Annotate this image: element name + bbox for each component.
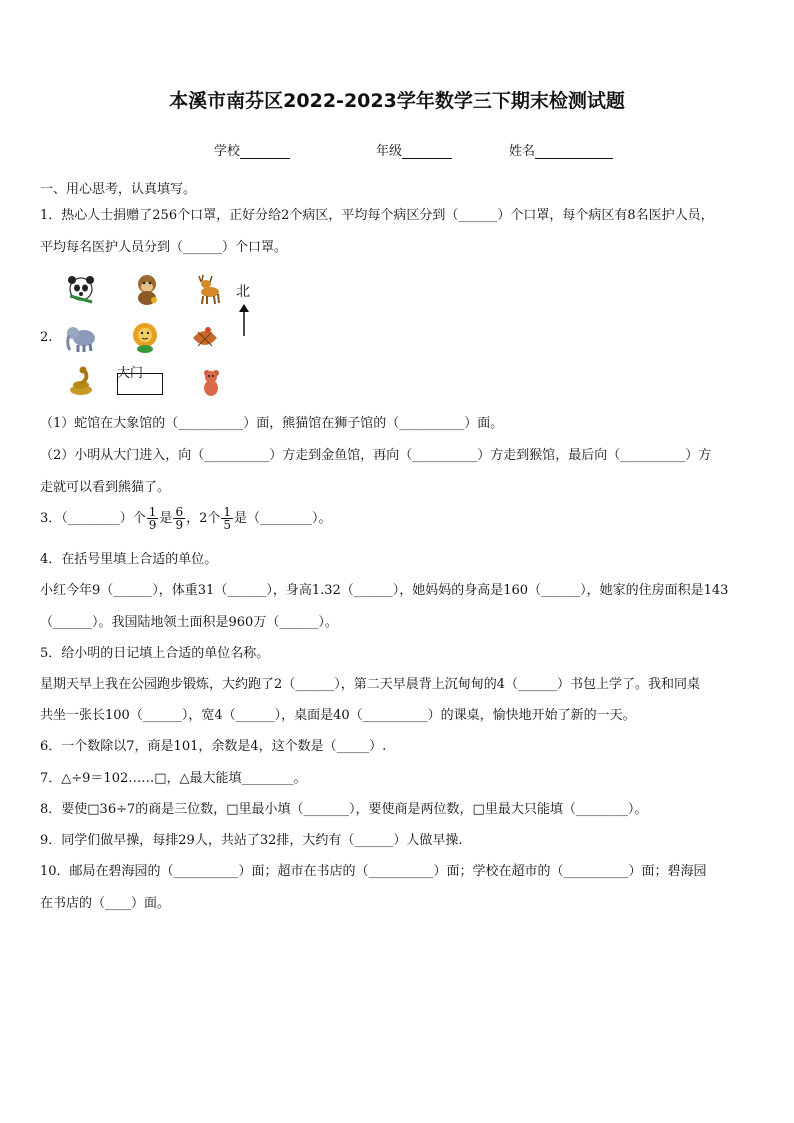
grade-blank[interactable] <box>402 144 452 159</box>
deer-icon <box>190 272 224 306</box>
name-field <box>509 140 613 159</box>
section-heading: 一、用心思考，认真填写。 <box>40 182 197 197</box>
question-5-line-1: 星期天早上我在公园跑步锻炼，大约跑了2（______），第二天早晨背上沉甸甸的4（______）书包上学了。我和同桌 <box>40 677 701 692</box>
panda-icon <box>64 272 98 306</box>
question-10-line-2: 在书店的（____）面。 <box>40 896 171 911</box>
question-7: 7．△÷9＝102……□，△最大能填________。 <box>40 771 307 786</box>
question-2-number: 2. <box>40 330 53 345</box>
fraction-numerator: 1 <box>223 505 231 519</box>
fraction-denominator: 9 <box>175 518 184 532</box>
grade-field <box>376 140 452 159</box>
question-3-part-b: 是 <box>159 511 173 526</box>
question-2-part-2-line-1: （2）小明从大门进入，向（__________）方走到金鱼馆，再向（__________）方走到猴馆，最后向（__________）方 <box>40 448 712 463</box>
north-label: 北 <box>236 284 250 300</box>
fraction-denominator: 9 <box>148 518 157 532</box>
question-5-heading: 5．给小明的日记填上合适的单位名称。 <box>40 646 270 661</box>
fraction-one-fifth <box>221 506 233 531</box>
school-blank[interactable] <box>240 144 290 159</box>
grade-label: 年级 <box>376 144 403 159</box>
question-8: 8．要使□36÷7的商是三位数，□里最小填（_______），要使商是两位数，□里最大只能填（________）。 <box>40 802 648 817</box>
question-4-line-1: 小红今年9（______），体重31（______），身高1.32（______），她妈妈的身高是160（______），她家的住房面积是143 <box>40 583 729 598</box>
school-field <box>214 140 290 159</box>
gate-label: 大门 <box>117 366 144 381</box>
question-9: 9．同学们做早操，每排29人，共站了32排，大约有（______）人做早操. <box>40 833 463 848</box>
name-label: 姓名 <box>509 144 536 159</box>
question-1-line-1: 1．热心人士捐赠了256个口罩，正好分给2个病区，平均每个病区分到（______）个口罩，每个病区有8名医护人员， <box>40 208 714 223</box>
question-5-line-2: 共坐一张长100（______），宽4（______），桌面是40（__________）的课桌，愉快地开始了新的一天。 <box>40 708 636 723</box>
fraction-six-ninths <box>173 506 185 531</box>
elephant-icon <box>64 320 98 354</box>
question-3-part-a: 3．（________）个 <box>40 511 146 526</box>
goldfish-icon <box>188 320 222 354</box>
question-2-part-2-line-2: 走就可以看到熊猫了。 <box>40 480 171 495</box>
question-3-part-d: 是（________）。 <box>234 511 332 526</box>
question-3-part-c: ，2个 <box>186 511 221 526</box>
monkey-icon <box>130 272 164 306</box>
school-label: 学校 <box>214 144 241 159</box>
fraction-numerator: 6 <box>175 505 184 519</box>
fraction-one-ninth <box>147 506 159 531</box>
question-3 <box>40 506 332 532</box>
page-title: 本溪市南芬区2022-2023学年数学三下期末检测试题 <box>169 90 625 112</box>
question-1-line-2: 平均每名医护人员分到（______）个口罩。 <box>40 240 288 255</box>
snake-icon <box>64 364 98 398</box>
north-arrow-icon <box>236 303 252 337</box>
bear-icon <box>194 364 228 398</box>
lion-icon <box>128 320 162 354</box>
question-10-line-1: 10．邮局在碧海园的（__________）面；超市在书店的（__________）面；学校在超市的（__________）面；碧海园 <box>40 864 707 879</box>
question-2-part-1: （1）蛇馆在大象馆的（__________）面，熊猫馆在狮子馆的（__________）面。 <box>40 416 504 431</box>
gate-box <box>117 373 163 395</box>
name-blank[interactable] <box>535 144 613 159</box>
question-4-heading: 4．在括号里填上合适的单位。 <box>40 552 218 567</box>
fraction-denominator: 5 <box>223 518 231 532</box>
question-4-line-2: （______）。我国陆地领土面积是960万（______）。 <box>40 615 338 630</box>
question-6: 6．一个数除以7，商是101，余数是4，这个数是（_____）. <box>40 739 387 754</box>
fraction-numerator: 1 <box>148 505 157 519</box>
north-compass <box>236 281 250 301</box>
